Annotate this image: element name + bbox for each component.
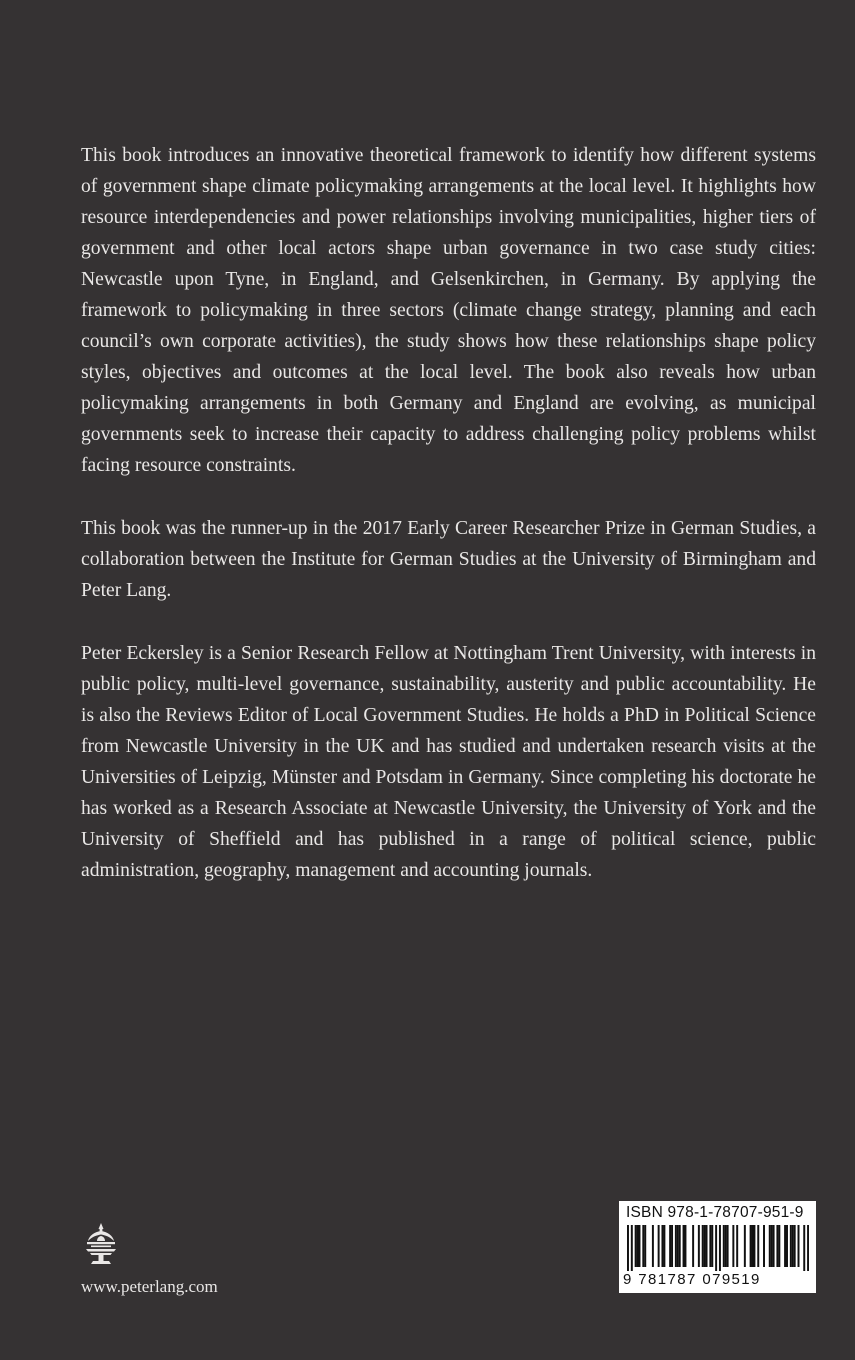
isbn-barcode: [619, 1201, 816, 1293]
ean-digits: 9 781787 079519: [623, 1271, 761, 1288]
barcode-bar: [644, 1225, 646, 1267]
barcode-bar: [757, 1225, 759, 1267]
blurb-paragraph-author-bio: Peter Eckersley is a Senior Research Fellow at Nottingham Trent University, with interests in public policy, multi-level governance, sustainability, austerity and public accountability. He is also the Reviews Editor of Local Government Studies. He holds a PhD in Political Science from Newcastle University in the UK and has studied and undertaken research visits at the Universities of Leipzig, Münster and Potsdam in Germany. Since completing his doctorate he has worked as a Research Associate at Newcastle University, the University of York and the University of Sheffield and has published in a range of political science, public administration, geography, management and accounting journals.: [81, 643, 816, 881]
barcode-bar: [684, 1225, 686, 1267]
barcode-bar: [773, 1225, 775, 1267]
publisher-website-link[interactable]: www.peterlang.com: [81, 1277, 218, 1296]
barcode-bar: [786, 1225, 788, 1267]
barcode-bar: [719, 1225, 721, 1271]
barcode-bar: [709, 1225, 711, 1267]
barcode-bar: [679, 1225, 681, 1267]
barcode-bar: [652, 1225, 654, 1267]
publisher-logo-icon: [82, 1222, 120, 1266]
barcode-bars: [627, 1225, 809, 1271]
barcode-bar: [771, 1225, 773, 1267]
barcode-bar: [704, 1225, 706, 1267]
barcode-bar: [635, 1225, 637, 1267]
barcode-bar: [702, 1225, 704, 1267]
barcode-bar: [744, 1225, 746, 1267]
barcode-bar: [631, 1225, 633, 1271]
barcode-bar: [763, 1225, 765, 1267]
barcode-bar: [784, 1225, 786, 1267]
barcode-bar: [753, 1225, 755, 1267]
barcode-bar: [637, 1225, 639, 1267]
barcode-bar: [683, 1225, 685, 1267]
barcode-bar: [638, 1225, 640, 1267]
barcode-bar: [663, 1225, 665, 1267]
barcode-bar: [752, 1225, 754, 1267]
barcode-bar: [803, 1225, 805, 1271]
barcode-bar: [669, 1225, 671, 1267]
barcode-bar: [732, 1225, 734, 1267]
barcode-bar: [725, 1225, 727, 1267]
barcode-bar: [792, 1225, 794, 1267]
barcode-bar: [715, 1225, 717, 1271]
barcode-bar: [675, 1225, 677, 1267]
barcode-bar: [807, 1225, 809, 1271]
isbn-label: ISBN 978-1-78707-951-9: [626, 1204, 804, 1221]
barcode-bar: [711, 1225, 713, 1267]
barcode-bar: [794, 1225, 796, 1267]
barcode-bar: [776, 1225, 778, 1267]
barcode-bar: [706, 1225, 708, 1267]
barcode-bar: [778, 1225, 780, 1267]
barcode-bar: [698, 1225, 700, 1267]
barcode-bar: [671, 1225, 673, 1267]
barcode-bar: [750, 1225, 752, 1267]
barcode-bar: [642, 1225, 644, 1267]
blurb-paragraph-prize: This book was the runner-up in the 2017 Early Career Researcher Prize in German Studies, a collaboration between the Institute for German Studies at the University of Birmingham and Peter Lang.: [81, 518, 816, 601]
barcode-bar: [677, 1225, 679, 1267]
barcode-bar: [798, 1225, 800, 1267]
barcode-bar: [769, 1225, 771, 1267]
barcode-bar: [658, 1225, 660, 1267]
barcode-bar: [727, 1225, 729, 1267]
barcode-bar: [627, 1225, 629, 1271]
blurb-paragraph-summary: This book introduces an innovative theoretical framework to identify how different systems of government shape climate policymaking arrangements at the local level. It highlights how resource interdependencies and power relationships involving municipalities, higher tiers of government and other local actors shape urban governance in two case study cities: Newcastle upon Tyne, in England, and Gelsenkirchen, in Germany. By applying the framework to policymaking in three sectors (climate change strategy, planning and each council’s own corporate activities), the study shows how these relationships shape policy styles, objectives and outcomes at the local level. The book also reveals how urban policymaking arrangements in both Germany and England are evolving, as municipal governments seek to increase their capacity to address challenging policy problems whilst facing resource constraints.: [81, 145, 816, 476]
barcode-bar: [736, 1225, 738, 1267]
barcode-bar: [661, 1225, 663, 1267]
barcode-bar: [790, 1225, 792, 1267]
barcode-bar: [692, 1225, 694, 1267]
barcode-bar: [723, 1225, 725, 1267]
